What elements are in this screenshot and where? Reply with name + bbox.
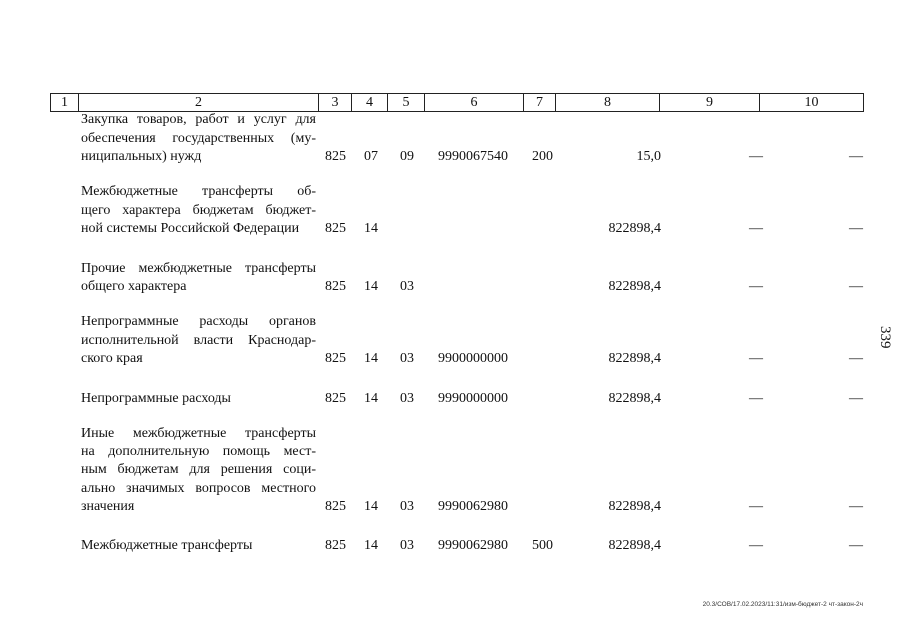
table-row <box>0 260 905 296</box>
cell-c8: 822898,4 <box>608 350 661 366</box>
cell-c3: 825 <box>325 498 346 514</box>
cell-c5: 03 <box>400 390 414 406</box>
table-row <box>0 313 905 368</box>
cell-c6: 9990000000 <box>438 390 508 406</box>
cell-c4: 14 <box>364 537 378 553</box>
table-row <box>0 537 905 555</box>
table-row <box>0 111 905 166</box>
cell-c5: 03 <box>400 350 414 366</box>
header-col-1: 1 <box>51 94 79 111</box>
row-name-line: на дополнительную помощь мест- <box>81 444 316 460</box>
row-name-line: общего характера <box>81 278 187 294</box>
cell-c9: — <box>749 220 763 236</box>
footer-stamp: 20.3/СОВ/17.02.2023/11:31/изм-бюджет-2 чт-закон-2ч <box>702 601 863 608</box>
cell-c10: — <box>849 390 863 406</box>
row-name <box>81 537 316 555</box>
cell-c8: 822898,4 <box>608 220 661 236</box>
cell-c5: 03 <box>400 537 414 553</box>
row-name-line: Прочие межбюджетные трансферты <box>81 260 316 276</box>
row-name-line: ально значимых вопросов местного <box>81 480 316 496</box>
row-name-line: Иные межбюджетные трансферты <box>81 426 316 441</box>
header-col-10: 10 <box>804 95 819 110</box>
cell-c9: — <box>749 390 763 406</box>
cell-c9: — <box>749 278 763 294</box>
cell-c4: 14 <box>364 498 378 514</box>
row-name-line: ского края <box>81 350 143 366</box>
cell-c10: — <box>849 350 863 366</box>
cell-c10: — <box>849 278 863 294</box>
header-col-2: 2 <box>79 94 319 111</box>
header-col-9: 9 <box>660 94 760 111</box>
row-name-line: значения <box>81 498 135 514</box>
row-name-line: Межбюджетные трансферты <box>81 537 253 553</box>
cell-c3: 825 <box>325 148 346 164</box>
row-name <box>81 183 316 238</box>
cell-c8: 822898,4 <box>608 278 661 294</box>
row-name-line: обеспечения государственных (му- <box>81 130 316 146</box>
cell-c8: 15,0 <box>636 148 661 164</box>
row-name-line: Непрограммные расходы органов <box>81 314 316 330</box>
header-col-4: 4 <box>352 94 388 111</box>
header-col-8: 8 <box>556 94 660 111</box>
cell-c9: — <box>749 350 763 366</box>
cell-c6: 9990062980 <box>438 498 508 514</box>
cell-c4: 14 <box>364 350 378 366</box>
cell-c8: 822898,4 <box>608 498 661 514</box>
row-name-line: Межбюджетные трансферты об- <box>81 184 316 200</box>
cell-c6: 9990062980 <box>438 537 508 553</box>
row-name <box>81 390 316 408</box>
cell-c9: — <box>749 537 763 553</box>
cell-c10: — <box>849 148 863 164</box>
table-row <box>0 183 905 238</box>
cell-c6: 9990067540 <box>438 148 508 164</box>
row-name-line: ной системы Российской Федерации <box>81 220 300 236</box>
row-name-line: Непрограммные расходы <box>81 390 231 406</box>
row-name-line: ниципальных) нужд <box>81 148 202 164</box>
row-name-line: Закупка товаров, работ и услуг для <box>81 112 316 128</box>
row-name <box>81 260 316 296</box>
header-col-3: 3 <box>319 94 352 111</box>
row-name <box>81 111 316 166</box>
cell-c10: — <box>849 537 863 553</box>
cell-c10: — <box>849 498 863 514</box>
row-name-line: ным бюджетам для решения соци- <box>81 462 316 478</box>
header-col-6: 6 <box>425 94 524 111</box>
cell-c3: 825 <box>325 220 346 236</box>
cell-c8: 822898,4 <box>608 390 661 406</box>
row-name-line: щего характера бюджетам бюджет- <box>81 202 316 218</box>
cell-c4: 14 <box>364 390 378 406</box>
cell-c9: — <box>749 498 763 514</box>
table-row <box>0 425 905 516</box>
header-col-5: 5 <box>388 94 425 111</box>
cell-c6: 9900000000 <box>438 350 508 366</box>
cell-c5: 03 <box>400 498 414 514</box>
header-col-7: 7 <box>524 94 556 111</box>
cell-c4: 07 <box>364 148 378 164</box>
cell-c7: 500 <box>532 537 553 553</box>
row-name <box>81 313 316 368</box>
cell-c4: 14 <box>364 278 378 294</box>
page-number: 339 <box>877 326 893 349</box>
cell-c5: 09 <box>400 148 414 164</box>
cell-c3: 825 <box>325 537 346 553</box>
cell-c3: 825 <box>325 278 346 294</box>
table-row <box>0 390 905 408</box>
cell-c8: 822898,4 <box>608 537 661 553</box>
row-name <box>81 425 316 516</box>
cell-c3: 825 <box>325 350 346 366</box>
cell-c7: 200 <box>532 148 553 164</box>
cell-c4: 14 <box>364 220 378 236</box>
row-name-line: исполнительной власти Краснодар- <box>81 332 316 348</box>
cell-c5: 03 <box>400 278 414 294</box>
cell-c10: — <box>849 220 863 236</box>
cell-c3: 825 <box>325 390 346 406</box>
cell-c9: — <box>749 148 763 164</box>
